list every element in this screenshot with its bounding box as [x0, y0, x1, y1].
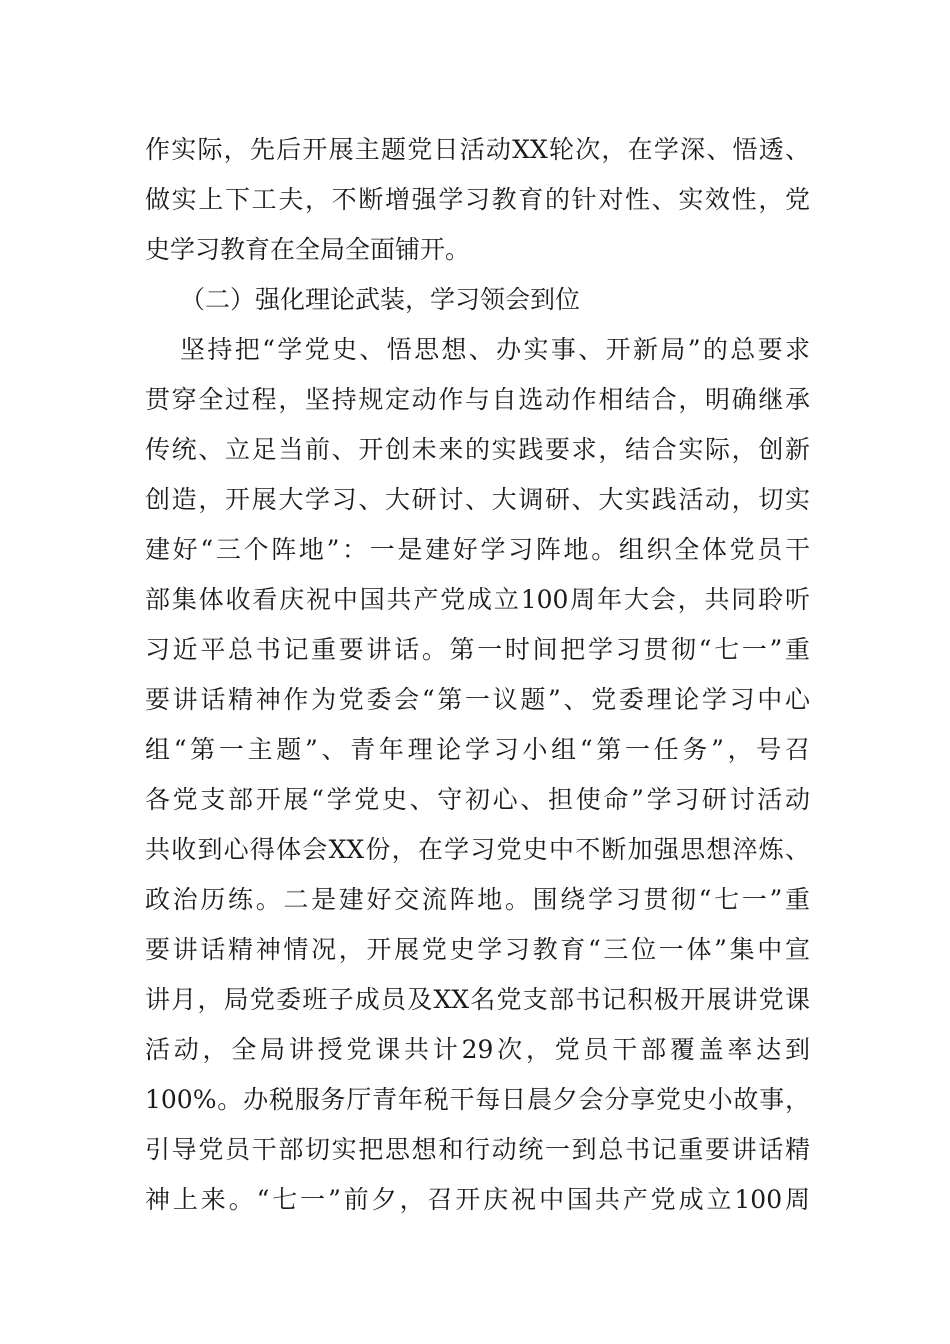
paragraph2-line-14: 讲月，局党委班子成员及XX名党支部书记积极开展讲党课: [145, 985, 810, 1014]
paragraph2-line-17: 引导党员干部切实把思想和行动统一到总书记重要讲话精: [145, 1135, 810, 1164]
paragraph2-line-11: 共收到心得体会XX份，在学习党史中不断加强思想淬炼、: [145, 835, 810, 864]
paragraph1-line-1: 作实际，先后开展主题党日活动XX轮次，在学深、悟透、: [145, 135, 810, 164]
paragraph2-line-1: 坚持把“学党史、悟思想、办实事、开新局”的总要求: [180, 335, 810, 364]
paragraph1-line-3: 史学习教育在全局全面铺开。: [145, 235, 471, 264]
paragraph2-line-4: 创造，开展大学习、大研讨、大调研、大实践活动，切实: [145, 485, 810, 514]
paragraph2-line-8: 要讲话精神作为党委会“第一议题”、党委理论学习中心: [145, 685, 810, 714]
paragraph2-line-13: 要讲话精神情况，开展党史学习教育“三位一体”集中宣: [145, 935, 810, 964]
paragraph2-line-6: 部集体收看庆祝中国共产党成立100周年大会，共同聆听: [145, 585, 810, 614]
paragraph2-line-2: 贯穿全过程，坚持规定动作与自选动作相结合，明确继承: [145, 385, 810, 414]
paragraph2-line-16: 100%。办税服务厅青年税干每日晨夕会分享党史小故事，: [145, 1085, 810, 1114]
paragraph2-line-7: 习近平总书记重要讲话。第一时间把学习贯彻“七一”重: [145, 635, 810, 664]
paragraph2-line-18: 神上来。“七一”前夕，召开庆祝中国共产党成立100周: [145, 1185, 810, 1214]
paragraph2-line-10: 各党支部开展“学党史、守初心、担使命”学习研讨活动: [145, 785, 810, 814]
section-heading: （二）强化理论武装，学习领会到位: [180, 285, 581, 314]
paragraph2-line-9: 组“第一主题”、青年理论学习小组“第一任务”，号召: [145, 735, 810, 764]
paragraph2-line-12: 政治历练。二是建好交流阵地。围绕学习贯彻“七一”重: [145, 885, 810, 914]
paragraph2-line-5: 建好“三个阵地”：一是建好学习阵地。组织全体党员干: [145, 535, 810, 564]
paragraph2-line-15: 活动，全局讲授党课共计29次，党员干部覆盖率达到: [145, 1035, 810, 1064]
paragraph2-line-3: 传统、立足当前、开创未来的实践要求，结合实际，创新: [145, 435, 810, 464]
paragraph1-line-2: 做实上下工夫，不断增强学习教育的针对性、实效性，党: [145, 185, 810, 214]
